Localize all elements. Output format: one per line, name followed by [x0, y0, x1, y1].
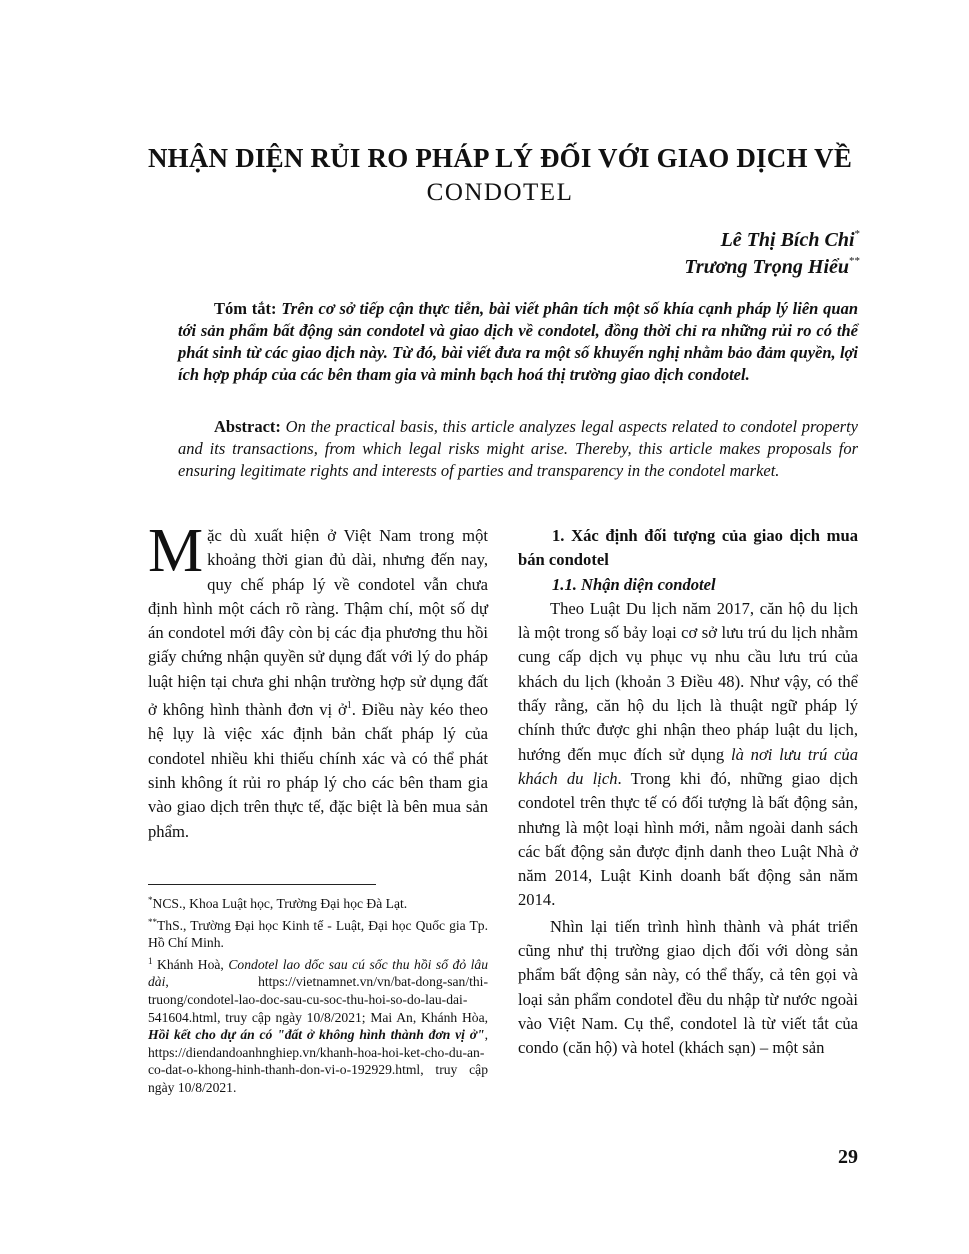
section-heading-1: 1. Xác định đối tượng của giao dịch mua bán condotel	[518, 526, 858, 570]
footnote-2-text: ThS., Trường Đại học Kinh tế - Luật, Đại học Quốc gia Tp. Hồ Chí Minh.	[148, 917, 488, 951]
intro-paragraph	[148, 517, 488, 844]
footnote-3-mark: 1	[148, 955, 153, 966]
author-2-mark: **	[849, 255, 860, 267]
right-column	[518, 524, 858, 1061]
author-1-mark: *	[854, 228, 860, 240]
author-1	[721, 228, 860, 252]
footnote-3-italic-2: Hồi kết cho dự án có "đất ở không hình thành đơn vị ở"	[148, 1027, 485, 1043]
section-heading-1-1: 1.1. Nhận diện condotel	[552, 574, 716, 594]
footnote-1-text: NCS., Khoa Luật học, Trường Đại học Đà Lạt.	[152, 896, 408, 911]
body-paragraph-1-b: . Trong khi đó, những giao dịch condotel trên thực tế có đối tượng là bất động sản, nhưng là một loại hình mới, nằm ngoài danh sách các bất động sản được định danh theo Luật Nhà ở năm 2014, Luật Kinh doanh bất động sản năm 2014.	[518, 768, 858, 910]
author-1-name: Lê Thị Bích Chi	[720, 229, 855, 251]
abstract-vi-text: Trên cơ sở tiếp cận thực tiễn, bài viết phân tích một số khía cạnh pháp lý liên quan tới sản phẩm bất động sản condotel và giao dịch về condotel, đồng thời chỉ ra những rủi ro có thể phát sinh từ các giao dịch này. Từ đó, bài viết đưa ra một số khuyến nghị nhằm bảo đảm quyền, lợi ích hợp pháp của các bên tham gia và minh bạch hoá thị trường giao dịch condotel.	[178, 299, 859, 384]
body-paragraph-1	[518, 597, 858, 913]
abstract-vi-label: Tóm tắt:	[214, 299, 277, 318]
left-column	[148, 517, 488, 844]
footnote-2-mark: **	[148, 916, 157, 927]
footnote-3	[148, 953, 488, 1097]
footnote-3-part-2[interactable]: , https://vietnamnet.vn/vn/bat-dong-san/thi-truong/condotel-lao-doc-sau-cu-soc-thu-hoi-so-do-lau-dai-541604.html, truy cập ngày 10/8/2021; Mai An, Khánh Hòa,	[148, 974, 488, 1025]
abstract-en-text: On the practical basis, this article analyzes legal aspects related to condotel property and its transactions, from which legal risks might arise. Thereby, this article makes proposals for ensuring legitimate rights and interests of parties and transparency in the condotel market.	[178, 417, 859, 480]
drop-cap: M	[148, 517, 204, 585]
body-paragraph-1-a: Theo Luật Du lịch năm 2017, căn hộ du lịch là một trong số bảy loại cơ sở lưu trú du lịch nhằm cung cấp dịch vụ phục vụ nhu cầu lưu trú của khách du lịch (khoản 3 Điều 48). Như vậy, có thể thấy rằng, căn hộ du lịch là thuật ngữ pháp lý chính thức được ghi nhận theo pháp luật du lịch, hướng đến mục đích sử dụng	[518, 598, 858, 764]
footnotes	[148, 892, 488, 1098]
footnote-1-mark: *	[148, 895, 153, 905]
abstract-vietnamese	[178, 298, 858, 386]
abstract-en-label: Abstract:	[214, 417, 281, 436]
intro-text-2: . Điều này kéo theo hệ lụy là việc xác định bản chất pháp lý của condotel nhiều khi thiếu chính xác và có thể phát sinh không ít rủi ro pháp lý cho các bên tham gia vào giao dịch trên thực tế, đặc biệt là bên mua sản phẩm.	[148, 700, 488, 841]
footnote-3-part-1: Khánh Hoà,	[157, 956, 229, 972]
author-2	[684, 255, 860, 279]
title-line-1: NHẬN DIỆN RỦI RO PHÁP LÝ ĐỐI VỚI GIAO DỊCH VỀ	[147, 143, 853, 173]
footnote-2	[148, 914, 488, 952]
page-number: 29	[838, 1146, 858, 1168]
footnote-1	[148, 892, 488, 913]
title-line-2: CONDOTEL	[426, 179, 574, 206]
body-paragraph-1-italic: là nơi lưu trú của khách du lịch	[518, 744, 858, 788]
abstract-english	[178, 416, 858, 482]
author-2-name: Trương Trọng Hiểu	[684, 256, 849, 278]
footnote-rule	[148, 884, 376, 885]
intro-text-1: ặc dù xuất hiện ở Việt Nam trong một khoảng thời gian đủ dài, nhưng đến nay, quy chế pháp lý về condotel vẫn chưa định hình một cách rõ ràng. Thậm chí, một số dự án condotel mới đây còn bị các địa phương thu hồi giấy chứng nhận quyền sử dụng đất với lý do pháp luật hiện tại chưa ghi nhận trường hợp sử dụng đất ở không hình thành đơn vị ở	[148, 526, 488, 720]
footnote-3-part-3[interactable]: , https://diendandoanhnghiep.vn/khanh-hoa-hoi-ket-cho-du-an-co-dat-o-khong-hinh-thanh-don-vi-o-192929.html, truy cập ngày 10/8/2021.	[148, 1027, 488, 1095]
footnote-3-italic-1: Condotel lao dốc sau cú sốc thu hồi sổ đỏ lâu dài	[148, 956, 489, 990]
footnote-ref-1[interactable]: 1	[346, 700, 352, 712]
body-paragraph-2: Nhìn lại tiến trình hình thành và phát triển cũng như thị trường giao dịch đối với dòng sản phẩm bất động sản này, có thể thấy, cả tên gọi và loại sản phẩm condotel đều du nhập từ nước ngoài vào Việt Nam. Cụ thể, condotel là từ viết tắt của condo (căn hộ) và hotel (khách sạn) – một sản	[518, 916, 858, 1058]
